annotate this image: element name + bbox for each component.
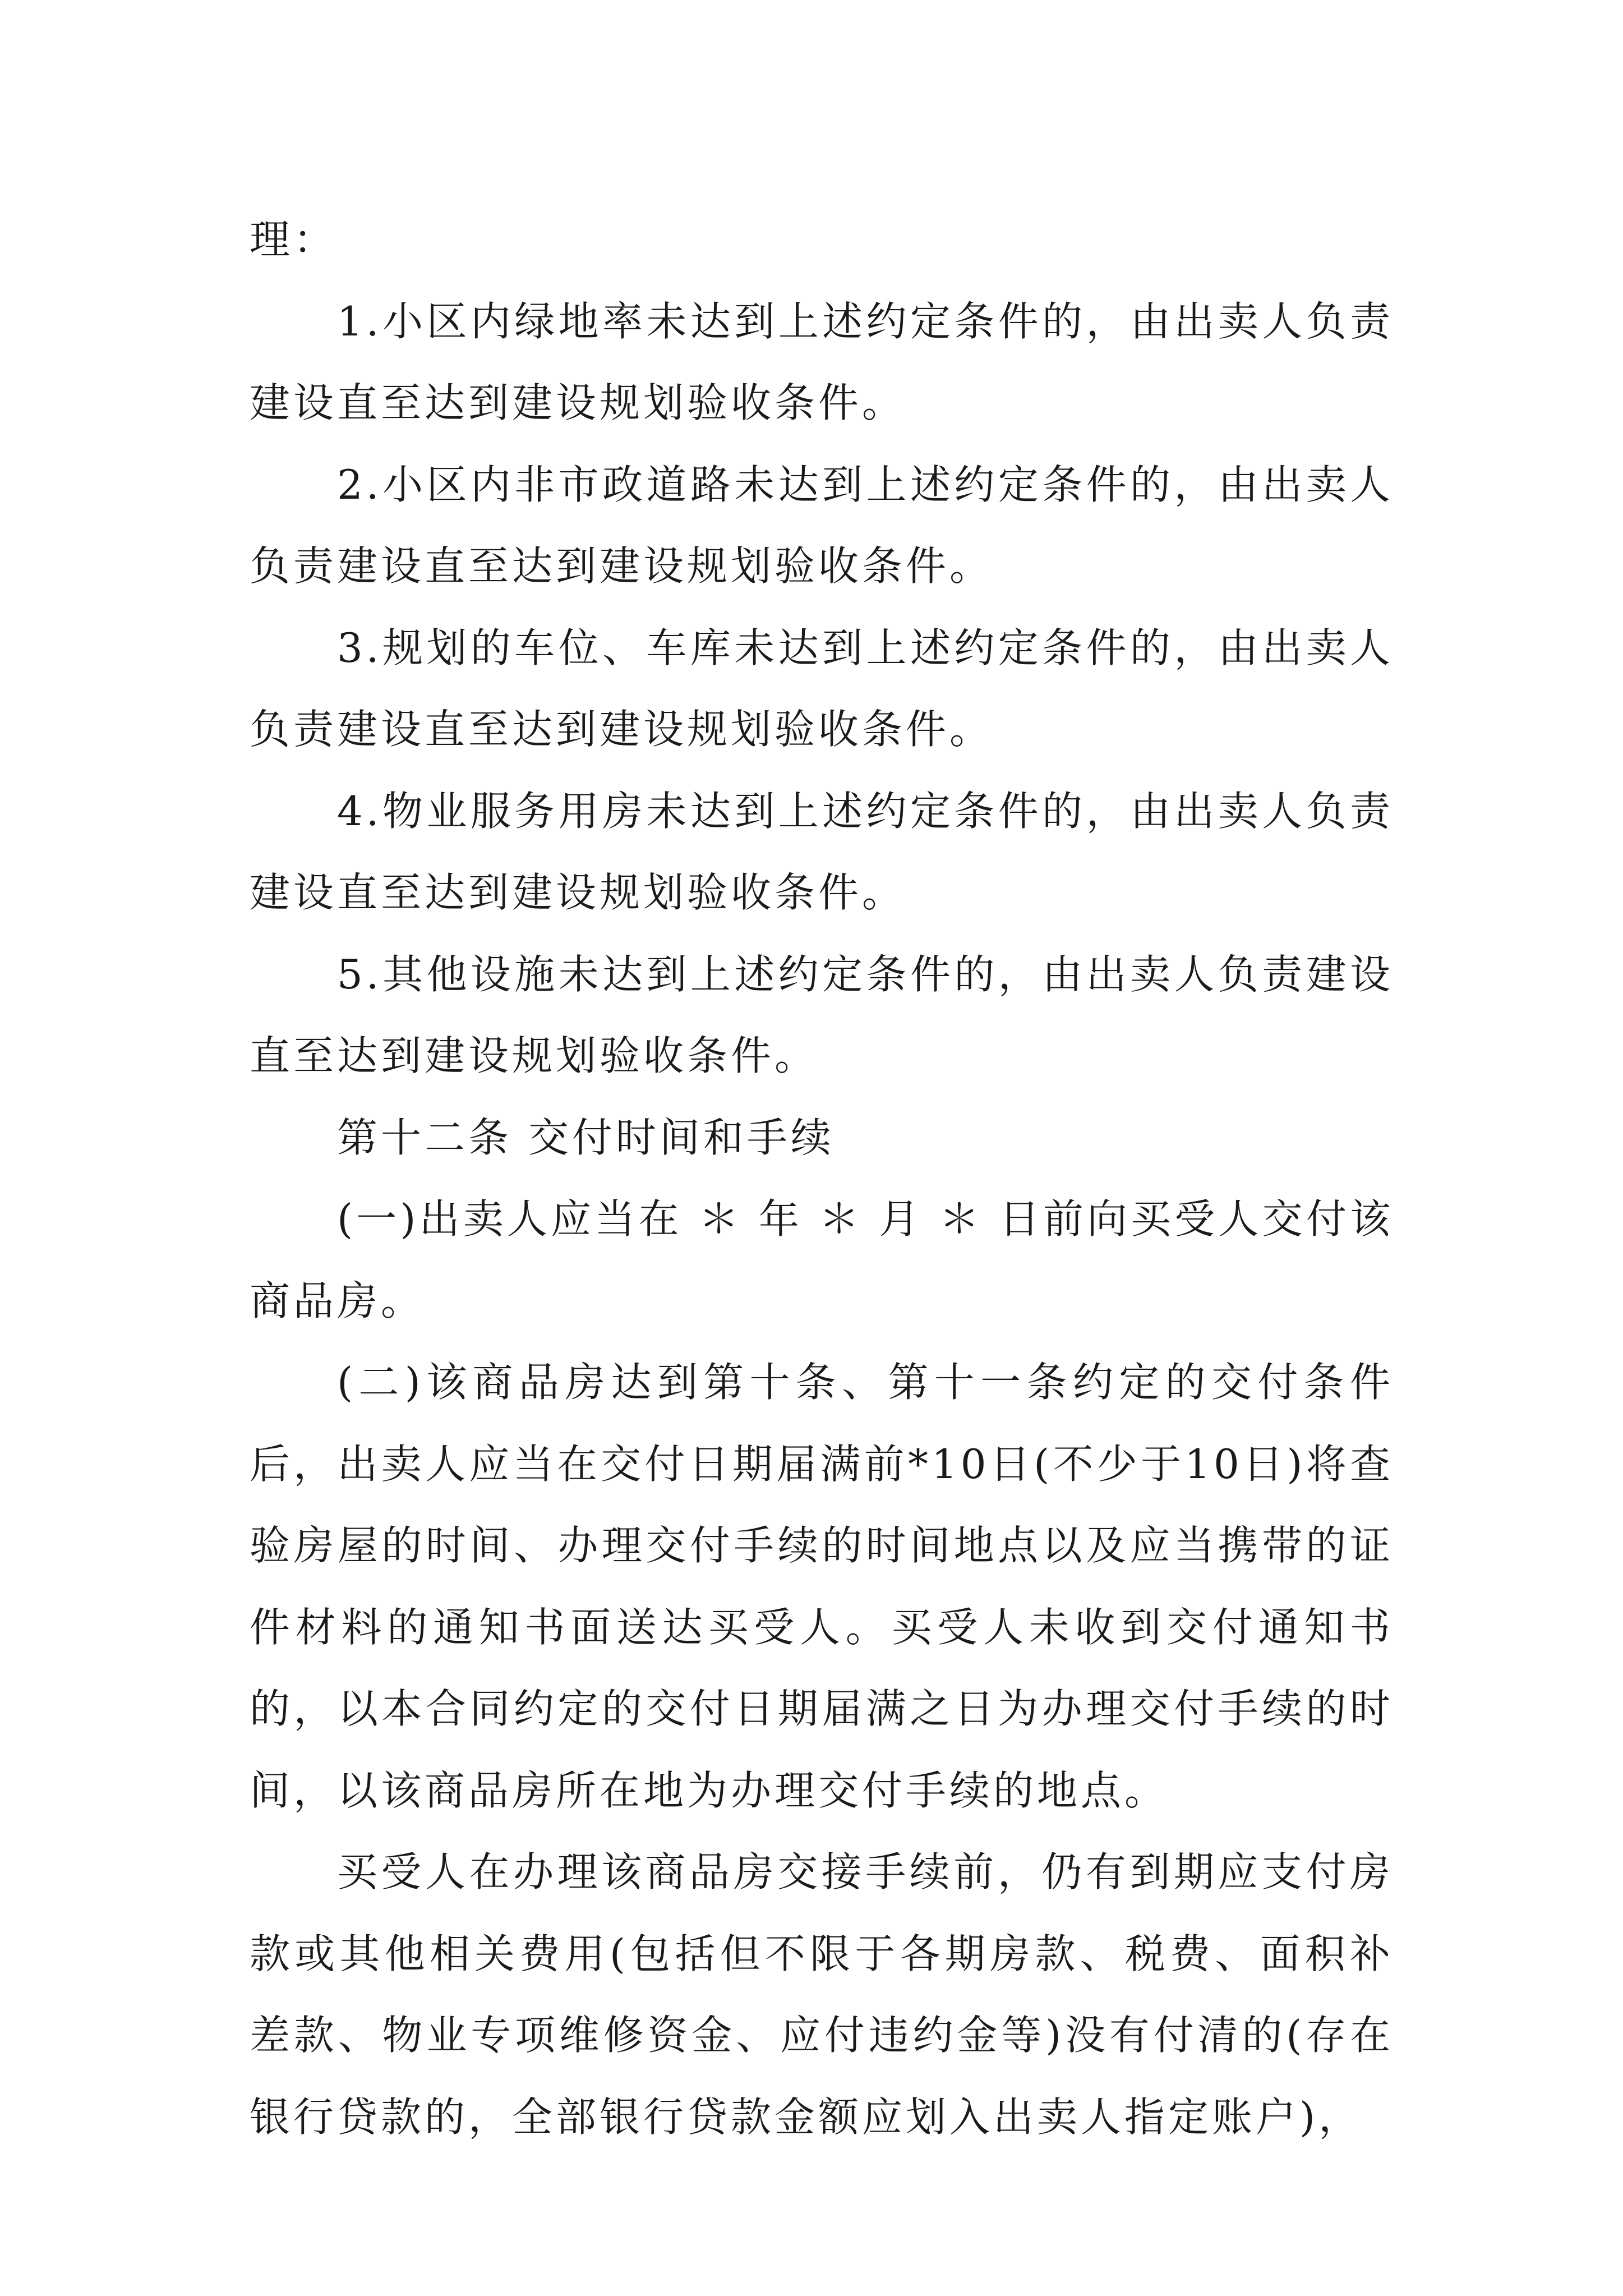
paragraph-item-5: 5.其他设施未达到上述约定条件的，由出卖人负责建设直至达到建设规划验收条件。 <box>250 950 1394 1079</box>
paragraph-item-2: 2.小区内非市政道路未达到上述约定条件的，由出卖人负责建设直至达到建设规划验收条件。 <box>250 461 1394 590</box>
paragraph-item-1: 1.小区内绿地率未达到上述约定条件的，由出卖人负责建设直至达到建设规划验收条件。 <box>250 297 1394 426</box>
paragraph-item-4: 4.物业服务用房未达到上述约定条件的，由出卖人负责建设直至达到建设规划验收条件。 <box>250 787 1394 916</box>
paragraph-continuation: 理： <box>250 216 338 263</box>
article-heading: 第十二条 交付时间和手续 <box>337 1114 834 1161</box>
paragraph-item-3: 3.规划的车位、车库未达到上述约定条件的，由出卖人负责建设直至达到建设规划验收条件。 <box>250 624 1394 753</box>
document-body <box>250 199 1394 2158</box>
clause-2: (二)该商品房达到第十条、第十一条约定的交付条件后，出卖人应当在交付日期届满前*10日(不少于10日)将查验房屋的时间、办理交付手续的时间地点以及应当携带的证件材料的通知书面送达买受人。买受人未收到交付通知书的，以本合同约定的交付日期届满之日为办理交付手续的时间，以该商品房所在地为办理交付手续的地点。 <box>250 1359 1394 1814</box>
clause-1: (一)出卖人应当在 ＊ 年 ＊ 月 ＊ 日前向买受人交付该商品房。 <box>250 1195 1394 1324</box>
paragraph-buyer-obligations: 买受人在办理该商品房交接手续前，仍有到期应支付房款或其他相关费用(包括但不限于各期房款、税费、面积补差款、物业专项维修资金、应付违约金等)没有付清的(存在银行贷款的，全部银行贷款金额应划入出卖人指定账户)， <box>250 1848 1394 2141</box>
